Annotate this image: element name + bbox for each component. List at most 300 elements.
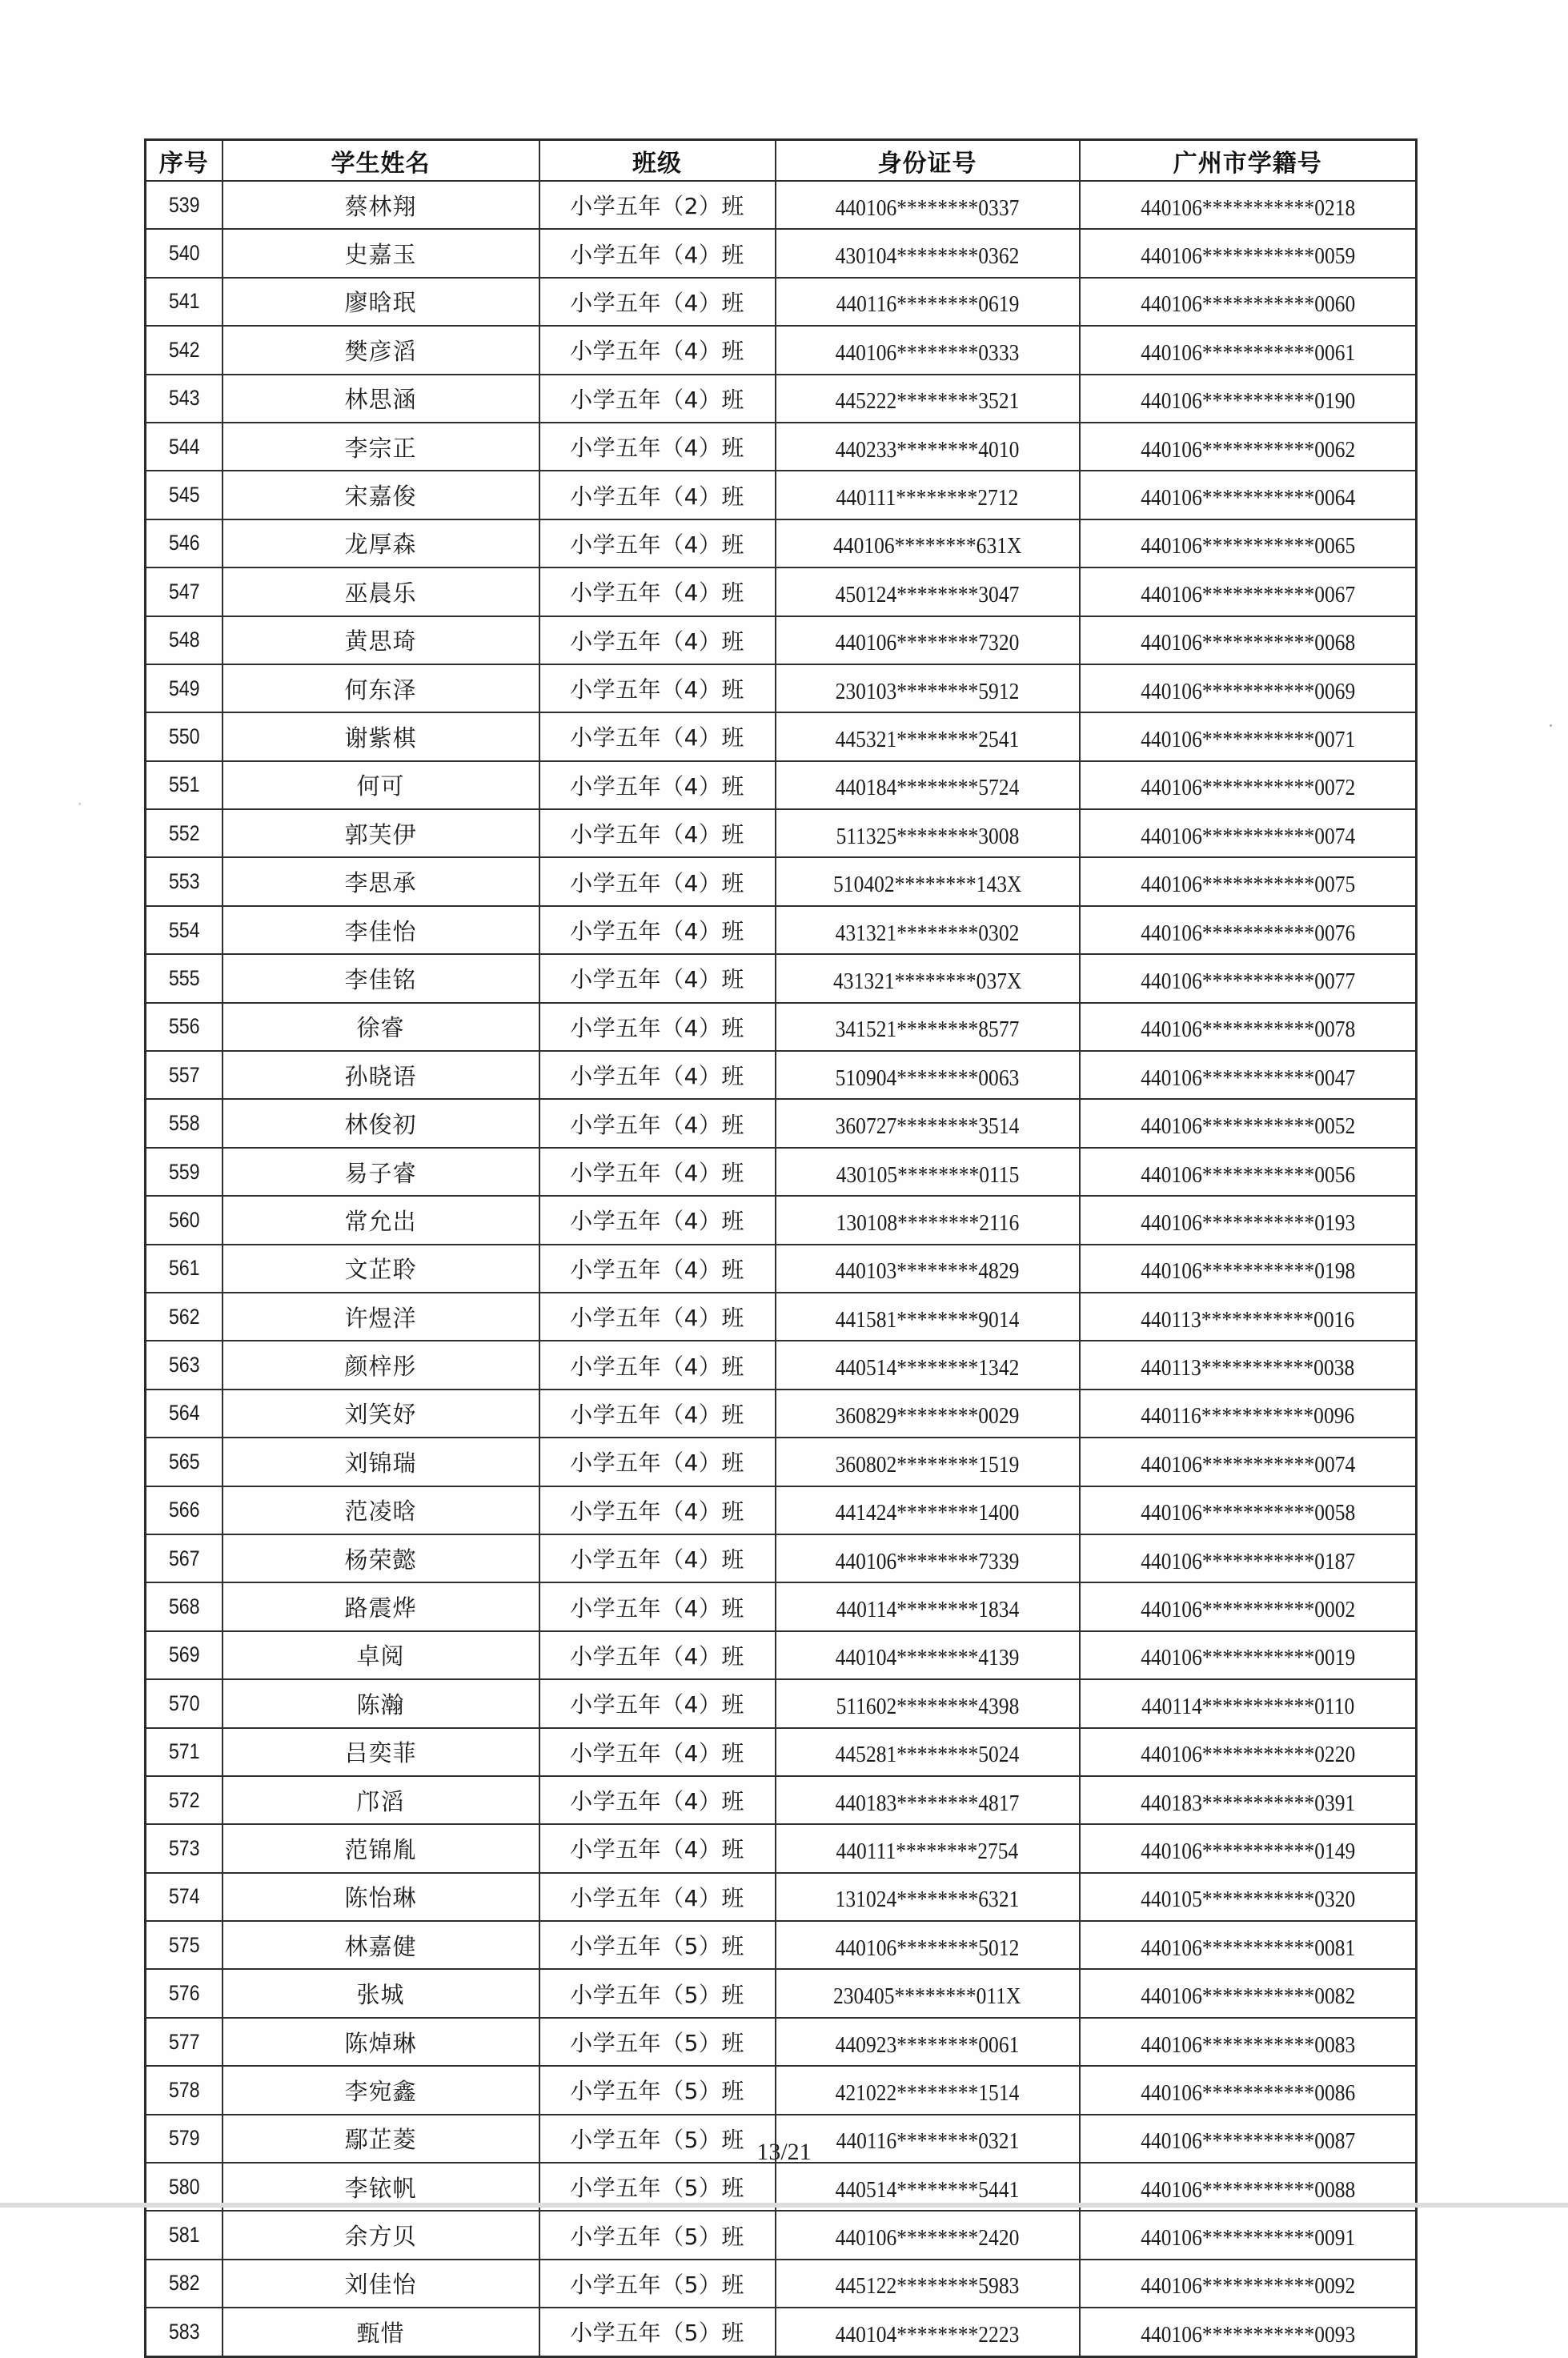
table-row: [146, 1921, 1417, 1969]
table-row: [146, 1245, 1417, 1293]
table-row: [146, 1390, 1417, 1438]
cell-seq: [150, 278, 217, 326]
cell-student-name: [223, 375, 539, 423]
cell-seq-text: 542: [168, 337, 200, 362]
header-seq: 序号: [146, 140, 223, 182]
cell-id-number-text: 445281********5024: [835, 1742, 1020, 1768]
table-row: [146, 761, 1417, 809]
cell-student-name: [223, 1341, 539, 1389]
cell-registration-number: [1080, 471, 1417, 519]
cell-registration-number: [1080, 423, 1417, 471]
cell-class: [539, 1776, 776, 1824]
cell-student-name: [223, 326, 539, 374]
cell-registration-number-text: 440113***********0016: [1141, 1306, 1355, 1333]
cell-id-number: [776, 1728, 1080, 1776]
cell-id-number-text: 440106********5012: [835, 1935, 1020, 1961]
cell-id-number: [776, 1921, 1080, 1969]
cell-registration-number-text: 440106***********0083: [1140, 2031, 1355, 2058]
cell-id-number-text: 440923********0061: [835, 2031, 1020, 2058]
cell-id-number: [776, 906, 1080, 954]
cell-id-number-text: 430105********0115: [836, 1161, 1019, 1188]
cell-id-number: [776, 181, 1080, 229]
cell-student-name: [223, 2308, 539, 2356]
cell-class-text: 小学五年（5）班: [570, 1981, 744, 2008]
cell-seq-text: 575: [168, 1932, 200, 1957]
cell-student-name: [223, 1824, 539, 1872]
cell-id-number-text: 440106********0333: [835, 339, 1020, 366]
cell-registration-number: [1080, 1921, 1417, 1969]
cell-seq: [150, 712, 217, 760]
cell-student-name: [223, 1679, 539, 1727]
cell-seq-text: 559: [168, 1159, 200, 1184]
cell-student-name-text: 甄惜: [356, 2319, 405, 2347]
table-row: [146, 1196, 1417, 1244]
cell-id-number-text: 440104********4139: [835, 1645, 1020, 1671]
cell-student-name: [223, 906, 539, 954]
cell-seq: [150, 2066, 217, 2114]
cell-id-number-text: 360829********0029: [835, 1403, 1020, 1430]
cell-id-number: [776, 2211, 1080, 2259]
cell-student-name: [223, 1438, 539, 1486]
cell-registration-number-text: 440106***********0058: [1140, 1500, 1355, 1526]
table-row: [146, 423, 1417, 471]
cell-id-number-text: 360727********3514: [835, 1113, 1020, 1140]
cell-registration-number: [1080, 1486, 1417, 1534]
cell-class: [539, 1341, 776, 1389]
cell-registration-number-text: 440106***********0193: [1140, 1209, 1355, 1236]
cell-student-name-text: 宋嘉俊: [344, 483, 417, 511]
cell-id-number-text: 130108********2116: [836, 1209, 1019, 1236]
cell-registration-number-text: 440106***********0064: [1140, 485, 1355, 511]
cell-class-text: 小学五年（4）班: [570, 1305, 744, 1332]
cell-registration-number: [1080, 1390, 1417, 1438]
cell-id-number: [776, 423, 1080, 471]
cell-registration-number-text: 440106***********0092: [1140, 2273, 1355, 2300]
cell-seq: [150, 423, 217, 471]
cell-registration-number: [1080, 954, 1417, 1002]
cell-student-name-text: 李宗正: [344, 434, 417, 462]
cell-registration-number-text: 440106***********0062: [1140, 436, 1355, 463]
cell-seq-text: 576: [168, 1981, 200, 2006]
table-row: [146, 1679, 1417, 1727]
cell-student-name-text: 易子睿: [344, 1159, 417, 1187]
cell-id-number-text: 440106********2420: [835, 2225, 1020, 2252]
table-row: [146, 375, 1417, 423]
cell-student-name-text: 邝滔: [356, 1787, 405, 1815]
cell-student-name-text: 刘佳怡: [344, 2271, 417, 2299]
cell-class: [539, 1438, 776, 1486]
cell-student-name: [223, 1196, 539, 1244]
cell-student-name-text: 刘锦瑞: [344, 1449, 417, 1477]
cell-seq-text: 577: [168, 2029, 200, 2054]
cell-id-number: [776, 1099, 1080, 1147]
cell-student-name-text: 范凌晗: [344, 1498, 417, 1526]
cell-id-number-text: 440116********0619: [836, 291, 1019, 318]
table-row: [146, 1776, 1417, 1824]
cell-student-name-text: 张城: [356, 1981, 405, 2009]
cell-id-number: [776, 1341, 1080, 1389]
cell-id-number-text: 440106********7320: [835, 630, 1020, 656]
table-row: [146, 181, 1417, 229]
cell-seq: [150, 1099, 217, 1147]
cell-id-number: [776, 1969, 1080, 2017]
cell-registration-number: [1080, 1196, 1417, 1244]
cell-class-text: 小学五年（4）班: [570, 338, 744, 365]
cell-student-name-text: 陈怡琳: [344, 1884, 417, 1912]
table-row: [146, 712, 1417, 760]
table-row: [146, 1824, 1417, 1872]
table-row: [146, 1148, 1417, 1196]
cell-class: [539, 1679, 776, 1727]
cell-class: [539, 1390, 776, 1438]
cell-class-text: 小学五年（4）班: [570, 1401, 744, 1428]
cell-class: [539, 1245, 776, 1293]
cell-registration-number-text: 440106***********0087: [1140, 2128, 1355, 2155]
cell-id-number: [776, 1148, 1080, 1196]
cell-class-text: 小学五年（4）班: [570, 435, 744, 462]
table-row: [146, 1582, 1417, 1630]
cell-id-number: [776, 1438, 1080, 1486]
cell-id-number: [776, 1873, 1080, 1921]
cell-registration-number-text: 440106***********0198: [1140, 1258, 1355, 1285]
cell-registration-number: [1080, 1245, 1417, 1293]
cell-class: [539, 1534, 776, 1582]
cell-class-text: 小学五年（4）班: [570, 1256, 744, 1283]
cell-id-number-text: 440103********4829: [835, 1258, 1020, 1285]
cell-registration-number-text: 440106***********0060: [1140, 291, 1355, 318]
cell-seq-text: 581: [168, 2223, 200, 2248]
cell-id-number: [776, 809, 1080, 857]
cell-class: [539, 1293, 776, 1341]
cell-class-text: 小学五年（4）班: [570, 821, 744, 848]
cell-id-number-text: 421022********1514: [835, 2079, 1020, 2106]
cell-id-number-text: 511602********4398: [836, 1693, 1019, 1719]
cell-seq-text: 558: [168, 1111, 200, 1136]
cell-class: [539, 1099, 776, 1147]
cell-id-number-text: 440111********2754: [836, 1838, 1019, 1864]
cell-id-number-text: 440233********4010: [835, 436, 1020, 463]
cell-student-name-text: 李思承: [344, 869, 417, 897]
cell-student-name-text: 常允岀: [344, 1207, 417, 1235]
cell-registration-number-text: 440106***********0220: [1140, 1742, 1355, 1768]
cell-class: [539, 278, 776, 326]
cell-registration-number: [1080, 1582, 1417, 1630]
cell-registration-number-text: 440106***********0019: [1140, 1645, 1355, 1671]
cell-student-name-text: 龙厚森: [344, 531, 417, 559]
cell-seq: [150, 1582, 217, 1630]
cell-id-number-text: 445122********5983: [835, 2273, 1020, 2300]
table-row: [146, 809, 1417, 857]
cell-id-number-text: 440104********2223: [835, 2321, 1020, 2348]
cell-registration-number: [1080, 712, 1417, 760]
table-row: [146, 519, 1417, 567]
cell-seq-text: 583: [168, 2319, 200, 2344]
student-roster-table: [144, 138, 1418, 2358]
cell-seq-text: 551: [168, 772, 200, 797]
cell-student-name: [223, 2018, 539, 2066]
cell-id-number: [776, 2066, 1080, 2114]
cell-class: [539, 375, 776, 423]
table-row: [146, 906, 1417, 954]
table-row: [146, 954, 1417, 1002]
cell-seq-text: 572: [168, 1787, 200, 1812]
cell-student-name: [223, 1631, 539, 1679]
cell-registration-number: [1080, 278, 1417, 326]
table-row: [146, 2066, 1417, 2114]
cell-class: [539, 1582, 776, 1630]
scan-speck: [1550, 724, 1552, 727]
cell-class: [539, 567, 776, 616]
cell-id-number: [776, 519, 1080, 567]
cell-id-number: [776, 1245, 1080, 1293]
cell-registration-number: [1080, 2211, 1417, 2259]
cell-student-name: [223, 229, 539, 277]
cell-registration-number: [1080, 567, 1417, 616]
cell-seq-text: 566: [168, 1498, 200, 1522]
cell-class: [539, 1728, 776, 1776]
cell-student-name: [223, 423, 539, 471]
cell-student-name: [223, 616, 539, 664]
scan-speck: [78, 803, 81, 805]
cell-student-name: [223, 1486, 539, 1534]
cell-class-text: 小学五年（4）班: [570, 628, 744, 655]
cell-seq-text: 567: [168, 1546, 200, 1570]
cell-registration-number-text: 440106***********0091: [1140, 2225, 1355, 2252]
header-row: [146, 140, 1417, 182]
cell-student-name: [223, 1582, 539, 1630]
cell-student-name-text: 李佳铭: [344, 965, 417, 993]
cell-student-name-text: 李宛鑫: [344, 2077, 417, 2105]
header-id-number: 身份证号: [776, 140, 1080, 182]
cell-class: [539, 664, 776, 712]
cell-student-name: [223, 664, 539, 712]
cell-class: [539, 1148, 776, 1196]
cell-student-name-text: 杨荣懿: [344, 1546, 417, 1574]
cell-student-name-text: 许煜洋: [344, 1304, 417, 1332]
cell-id-number-text: 440106********7339: [835, 1548, 1020, 1574]
cell-class-text: 小学五年（4）班: [570, 918, 744, 945]
header-registration-number: 广州市学籍号: [1080, 140, 1417, 182]
cell-seq: [150, 1873, 217, 1921]
table-row: [146, 616, 1417, 664]
table-row: [146, 1099, 1417, 1147]
cell-registration-number-text: 440106***********0065: [1140, 533, 1355, 559]
cell-student-name-text: 郭芙伊: [344, 820, 417, 848]
cell-registration-number-text: 440105***********0320: [1140, 1887, 1355, 1913]
table-body: [146, 181, 1417, 2356]
cell-class: [539, 1873, 776, 1921]
cell-student-name-text: 文芷聆: [344, 1256, 417, 1284]
cell-registration-number-text: 440106***********0067: [1140, 581, 1355, 608]
cell-seq: [150, 181, 217, 229]
cell-id-number: [776, 1776, 1080, 1824]
table-row: [146, 2211, 1417, 2259]
cell-class: [539, 326, 776, 374]
cell-seq: [150, 1728, 217, 1776]
cell-seq-text: 557: [168, 1062, 200, 1087]
cell-seq-text: 565: [168, 1449, 200, 1474]
cell-registration-number: [1080, 1293, 1417, 1341]
cell-class-text: 小学五年（4）班: [570, 1836, 744, 1863]
cell-student-name-text: 范锦胤: [344, 1835, 417, 1863]
cell-seq: [150, 809, 217, 857]
cell-registration-number: [1080, 229, 1417, 277]
cell-id-number: [776, 1486, 1080, 1534]
cell-registration-number-text: 440106***********0074: [1140, 823, 1355, 849]
cell-student-name: [223, 2066, 539, 2114]
cell-seq-text: 562: [168, 1304, 200, 1329]
cell-student-name-text: 何可: [356, 772, 405, 800]
cell-id-number-text: 440183********4817: [835, 1790, 1020, 1816]
cell-registration-number-text: 440106***********0088: [1140, 2176, 1355, 2203]
cell-class: [539, 906, 776, 954]
cell-seq: [150, 1921, 217, 1969]
cell-class-text: 小学五年（5）班: [570, 2126, 744, 2153]
cell-student-name-text: 林思涵: [344, 386, 417, 414]
cell-registration-number: [1080, 326, 1417, 374]
cell-student-name: [223, 1534, 539, 1582]
cell-class: [539, 761, 776, 809]
cell-class-text: 小学五年（4）班: [570, 1739, 744, 1766]
cell-seq-text: 570: [168, 1690, 200, 1715]
cell-seq: [150, 664, 217, 712]
cell-seq-text: 556: [168, 1014, 200, 1039]
cell-class: [539, 471, 776, 519]
cell-class-text: 小学五年（4）班: [570, 1208, 744, 1235]
cell-id-number: [776, 857, 1080, 905]
cell-id-number-text: 341521********8577: [835, 1017, 1020, 1043]
cell-registration-number: [1080, 2260, 1417, 2308]
cell-registration-number: [1080, 1679, 1417, 1727]
cell-student-name-text: 谢紫棋: [344, 724, 417, 752]
cell-student-name-text: 廖晗珉: [344, 289, 417, 317]
cell-id-number-text: 230405********011X: [833, 1983, 1021, 2010]
table-row: [146, 1051, 1417, 1099]
cell-registration-number-text: 440106***********0074: [1140, 1451, 1355, 1478]
table-header: [146, 140, 1417, 182]
cell-seq: [150, 954, 217, 1002]
cell-class: [539, 1969, 776, 2017]
cell-class-text: 小学五年（4）班: [570, 1642, 744, 1670]
cell-class-text: 小学五年（4）班: [570, 1691, 744, 1718]
cell-id-number: [776, 954, 1080, 1002]
cell-registration-number: [1080, 1003, 1417, 1051]
cell-seq: [150, 1679, 217, 1727]
cell-id-number: [776, 616, 1080, 664]
cell-registration-number: [1080, 2018, 1417, 2066]
cell-class-text: 小学五年（4）班: [570, 772, 744, 800]
table-row: [146, 326, 1417, 374]
cell-class: [539, 2211, 776, 2259]
cell-student-name-text: 陈瀚: [356, 1690, 405, 1718]
cell-seq: [150, 1824, 217, 1872]
cell-registration-number-text: 440106***********0077: [1140, 968, 1355, 994]
cell-id-number: [776, 1051, 1080, 1099]
cell-registration-number-text: 440114***********0110: [1141, 1693, 1354, 1719]
cell-class: [539, 423, 776, 471]
cell-student-name-text: 吕奕菲: [344, 1739, 417, 1767]
cell-registration-number: [1080, 519, 1417, 567]
cell-seq-text: 554: [168, 917, 200, 942]
cell-seq: [150, 1776, 217, 1824]
cell-seq-text: 552: [168, 820, 200, 845]
cell-student-name: [223, 519, 539, 567]
cell-student-name: [223, 1728, 539, 1776]
table-row: [146, 2308, 1417, 2356]
cell-seq-text: 550: [168, 724, 200, 748]
cell-id-number: [776, 375, 1080, 423]
cell-seq-text: 539: [168, 192, 200, 217]
cell-class-text: 小学五年（4）班: [570, 1498, 744, 1525]
cell-id-number: [776, 1293, 1080, 1341]
cell-student-name: [223, 471, 539, 519]
cell-student-name-text: 黄思琦: [344, 628, 417, 656]
table-row: [146, 1003, 1417, 1051]
cell-seq-text: 544: [168, 434, 200, 459]
cell-seq-text: 578: [168, 2077, 200, 2102]
cell-class-text: 小学五年（4）班: [570, 579, 744, 607]
cell-student-name-text: 徐睿: [356, 1014, 405, 1042]
cell-class-text: 小学五年（4）班: [570, 869, 744, 896]
cell-id-number-text: 445321********2541: [835, 726, 1020, 752]
cell-id-number-text: 445222********3521: [835, 388, 1020, 415]
cell-class: [539, 712, 776, 760]
cell-seq: [150, 2018, 217, 2066]
cell-class: [539, 2066, 776, 2114]
table-row: [146, 1728, 1417, 1776]
cell-registration-number-text: 440106***********0075: [1140, 872, 1355, 898]
cell-seq-text: 561: [168, 1256, 200, 1281]
cell-registration-number: [1080, 1776, 1417, 1824]
cell-student-name: [223, 1969, 539, 2017]
table-row: [146, 664, 1417, 712]
page-number: 13/21: [756, 2139, 812, 2165]
cell-class: [539, 2308, 776, 2356]
scan-edge-divider: [0, 2203, 1568, 2208]
cell-class-text: 小学五年（5）班: [570, 1933, 744, 1960]
cell-seq-text: 573: [168, 1835, 200, 1860]
cell-id-number-text: 511325********3008: [836, 823, 1019, 849]
cell-seq-text: 548: [168, 628, 200, 652]
cell-class-text: 小学五年（4）班: [570, 1063, 744, 1090]
cell-registration-number: [1080, 1341, 1417, 1389]
cell-id-number: [776, 1390, 1080, 1438]
cell-class: [539, 519, 776, 567]
cell-seq: [150, 1631, 217, 1679]
cell-seq: [150, 1390, 217, 1438]
cell-seq: [150, 616, 217, 664]
cell-seq-text: 553: [168, 869, 200, 894]
cell-class: [539, 2018, 776, 2066]
cell-registration-number: [1080, 1099, 1417, 1147]
cell-class-text: 小学五年（5）班: [570, 2271, 744, 2298]
cell-registration-number-text: 440106***********0056: [1140, 1161, 1355, 1188]
cell-class: [539, 1051, 776, 1099]
cell-class-text: 小学五年（4）班: [570, 1546, 744, 1574]
cell-class-text: 小学五年（5）班: [570, 2320, 744, 2347]
table-row: [146, 1293, 1417, 1341]
cell-registration-number: [1080, 857, 1417, 905]
cell-class-text: 小学五年（4）班: [570, 1788, 744, 1815]
cell-seq: [150, 1245, 217, 1293]
cell-registration-number: [1080, 2308, 1417, 2356]
cell-registration-number: [1080, 1051, 1417, 1099]
cell-class: [539, 857, 776, 905]
cell-id-number-text: 441581********9014: [835, 1306, 1020, 1333]
cell-id-number-text: 440106********0337: [835, 194, 1020, 221]
cell-student-name: [223, 857, 539, 905]
cell-registration-number: [1080, 1824, 1417, 1872]
